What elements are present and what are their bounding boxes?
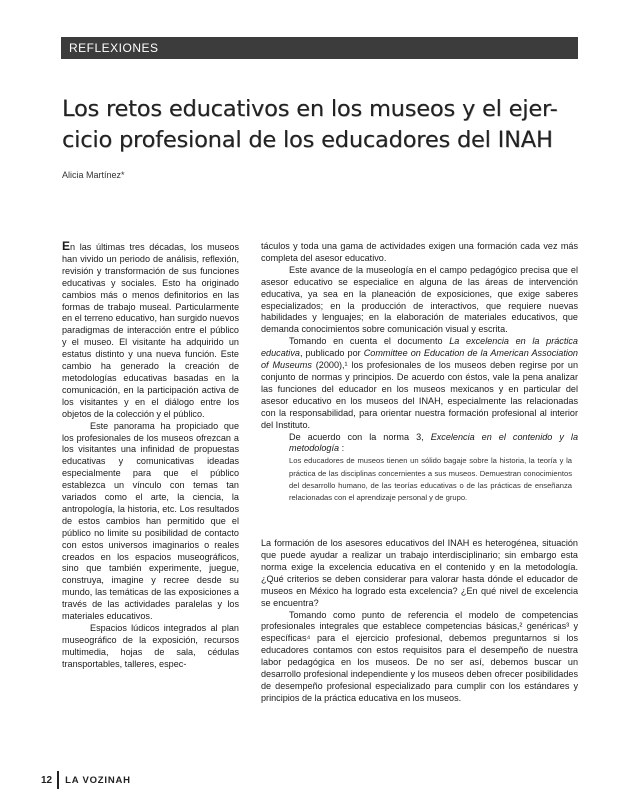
title-line-1: Los retos educativos en los museos y el ejer- — [62, 96, 558, 122]
cited-document: La excelencia en la práctica educativa — [261, 336, 578, 359]
section-label: REFLEXIONES — [69, 41, 159, 55]
page-number: 12 — [41, 774, 53, 786]
norm-title: Excelencia en el contenido y la metodología — [289, 431, 578, 454]
cited-organization: Committee on Education de la American Association of Museums — [261, 348, 578, 371]
left-column — [62, 241, 239, 671]
norm-reference: De acuerdo con la norma 3, Excelencia en el contenido y la metodología : — [289, 431, 578, 454]
paragraph: La formación de los asesores educativos del INAH es heterogénea, situación que puede ayudar a realizar un trabajo interdisciplinario; sin embargo esta norma exige la excelencia educativa en el contenido y en la metodología. ¿Qué criterios se deben considerar para valorar hasta dónde el educador de museos en México ha logrado esta excelencia? ¿En qué nivel de excelencia se encuentra? — [261, 538, 578, 608]
drop-cap: E — [62, 239, 71, 253]
paragraph: Tomando en cuenta el documento La excelencia en la práctica educativa, publicado por Committee on Education de la American Association of Museums (2000),¹ los profesionales de los museos deben regirse por un conjunto de normas y principios. De acuerdo con éstos, vale la pena analizar las funciones del educador en los museos mexicanos y en particular del asesor educativo en los museos del INAH, especialmente las relacionadas con la responsabilidad, para orientar nuestra formación profesional al interior del Instituto. — [261, 336, 579, 430]
title-line-2: cicio profesional de los educadores del INAH — [62, 127, 553, 153]
right-column — [261, 241, 578, 705]
journal-name: LA VOZINAH — [65, 774, 131, 786]
paragraph: Este avance de la museología en el campo pedagógico precisa que el asesor educativo se especialice en alguna de las áreas de intervención educativa, ya sea en la planeación de exposiciones, que exige saberes especializados; en la producción de interactivos, que requiere nuevas habilidades y lenguajes; en la elaboración de materiales educativos, que demanda conocimientos sobre comunicación visual y escrita. — [261, 264, 578, 335]
paragraph: Tomando como punto de referencia el modelo de competencias profesionales integrales que establece competencias básicas,² genéricas³ y específicas⁴ para el ejercicio profesional, debemos preguntarnos si los educadores contamos con estos requisitos para el desempeño de nuestra labor pedagógica en los museos. De no ser así, debemos buscar un desarrollo profesional independiente y los museos deben ofrecer posibilidades de desempeño profesional especializado para cumplir con los estándares y principios de la práctica educativa en los museos. — [261, 609, 578, 703]
block-quote: Los educadores de museos tienen un sólido bagaje sobre la historia, la teoría y la práctica de las disciplinas concernientes a sus museos. Demuestran conocimientos del desarrollo humano, de las teorías educativas o de las prácticas de enseñanza relacionadas con el aprendizaje personal y de grupo. — [289, 456, 572, 502]
author-name: Alicia Martínez* — [62, 170, 125, 180]
article-title — [62, 94, 582, 156]
paragraph: Este panorama ha propiciado que los profesionales de los museos ofrezcan a los visitantes una infinidad de propuestas educativas y comunicativas ideadas especialmente para que el público establezca un vínculo con temas tan variados como el arte, la ciencia, la antropología, la historia, etc. Los resultados de estos cambios han permitido que el público no limite su posibilidad de contacto con estos universos imaginarios o reales creados en los espacios museográficos, sino que también experimente, juegue, construya, imagine y recree desde su mundo, las temáticas de las exposiciones a través de las actividades paralelas y los materiales educativos. — [62, 420, 239, 622]
page-footer — [41, 770, 131, 790]
section-header-bar — [61, 37, 578, 59]
paragraph: Espacios lúdicos integrados al plan museográfico de la exposición, recursos multimedia, hojas de sala, cédulas transportables, talleres, espec- — [62, 623, 239, 669]
paragraph: En las últimas tres décadas, los museos han vivido un periodo de análisis, reflexión, revisión y transformación de sus funciones educativas y sociales. Esto ha originado cambios más o menos definitorios en las formas de trabajo museal. Particularmente en el terreno educativo, han surgido nuevos paradigmas de interacción entre el público y el museo. El visitante ha adquirido un estatus distinto y una nueva función. Este cambio ha generado la creación de metodologías educativas basadas en la comunicación, en la participación activa de los visitantes y en el diálogo entre los objetos de la colección y el público. — [62, 239, 239, 419]
paragraph: táculos y toda una gama de actividades exigen una formación cada vez más completa del asesor educativo. — [261, 241, 578, 263]
footer-divider — [57, 771, 59, 789]
